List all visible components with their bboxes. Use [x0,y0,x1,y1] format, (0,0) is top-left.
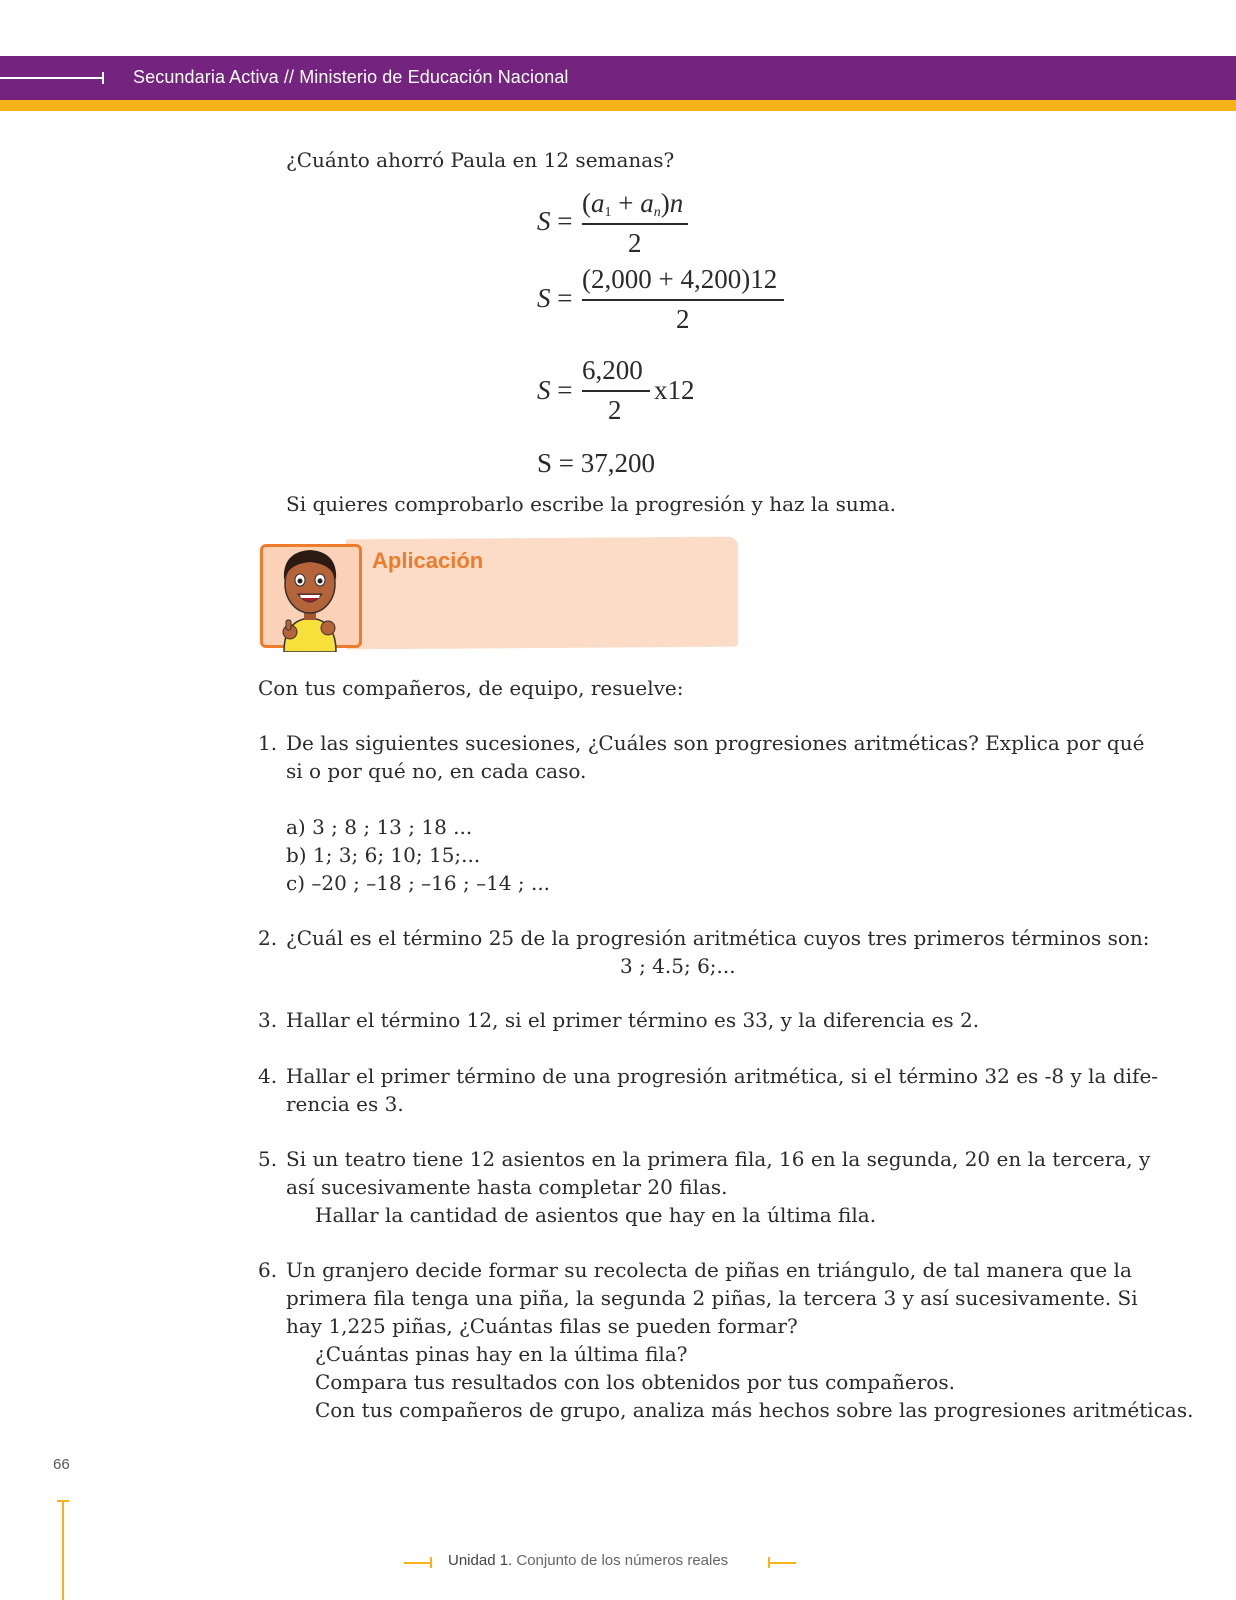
formula-2-denominator: 2 [676,304,690,334]
footer-tick-left [430,1557,432,1568]
formula-1-numerator: $(a_1 + a_n)n$ [582,188,684,220]
list-item: c) –20 ; –18 ; –16 ; –14 ; ... [286,871,551,895]
question-text: ¿Cuánto ahorró Paula en 12 semanas? [286,148,675,172]
page-number: 66 [53,1456,70,1473]
header-rule [0,77,104,79]
list-item: b) 1; 3; 6; 10; 15;... [286,843,481,867]
footer-text [448,1552,728,1569]
application-title: Aplicación [372,548,484,573]
footer-rule-right [768,1562,796,1564]
margin-rule [62,1500,64,1600]
check-text: Si quieres comprobarlo escribe la progresión y haz la suma. [286,492,896,516]
intro-text: Con tus compañeros, de equipo, resuelve: [258,676,684,700]
child-mascot-icon [262,534,358,652]
formula-4: S = 37,200 [537,448,655,478]
formula-2-numerator: (2,000 + 4,200)12 [582,264,778,294]
margin-rule-tick [57,1500,69,1502]
list-item: a) 3 ; 8 ; 13 ; 18 ... [286,815,473,839]
formula-3-denominator: 2 [608,395,622,425]
footer-rule-left [404,1562,432,1564]
footer-title: Conjunto de los números reales [512,1552,729,1569]
footer-tick-right [768,1557,770,1568]
formula-3-numerator: 6,200 [582,355,643,385]
footer-unit: Unidad 1. [448,1552,513,1569]
formula-3-tail: x12 [654,375,695,405]
formula-1-denominator: 2 [628,228,642,258]
header-stripe [0,100,1236,111]
header-title: Secundaria Activa // Ministerio de Educación Nacional [133,67,569,87]
header-rule-tick [102,72,104,84]
